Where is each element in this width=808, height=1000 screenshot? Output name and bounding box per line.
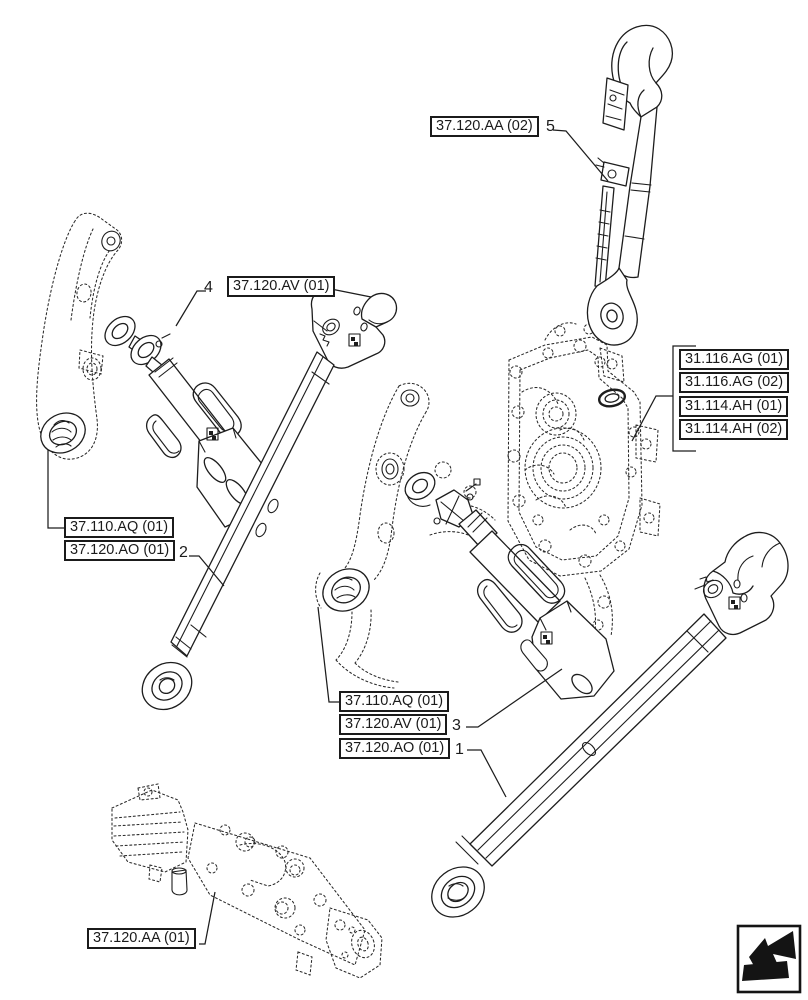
callout-num-2: 2: [179, 544, 188, 561]
lower-link-part2: [133, 289, 396, 719]
lift-arm-mid-phantom: [315, 383, 429, 688]
ref-box-mid-2[interactable]: 37.120.AV (01): [339, 714, 447, 735]
ref-box-housing-1[interactable]: 31.116.AG (01): [679, 349, 789, 370]
callout-num-4: 4: [204, 279, 213, 296]
callout-num-5: 5: [546, 118, 555, 135]
callout-num-1: 1: [455, 741, 464, 758]
callout-num-3: 3: [452, 717, 461, 734]
ref-box-top-link[interactable]: 37.120.AA (02): [430, 116, 539, 137]
ref-box-bracket[interactable]: 37.120.AA (01): [87, 928, 196, 949]
ref-box-mid-3[interactable]: 37.120.AO (01): [339, 738, 450, 759]
ref-box-housing-4[interactable]: 31.114.AH (02): [679, 419, 788, 440]
ref-box-housing-3[interactable]: 31.114.AH (01): [679, 396, 788, 417]
top-link-part5: [587, 25, 672, 345]
ref-box-mid-1[interactable]: 37.110.AQ (01): [339, 691, 449, 712]
ref-box-left-1[interactable]: 37.110.AQ (01): [64, 517, 174, 538]
stabilizer-part4: [99, 311, 267, 527]
ref-box-left-2[interactable]: 37.120.AO (01): [64, 540, 175, 561]
stabilizer-part3: [400, 467, 614, 699]
page-turn-arrow-icon[interactable]: [738, 926, 800, 992]
ref-box-stabilizer-upper[interactable]: 37.120.AV (01): [227, 276, 335, 297]
lower-link-part1: [422, 532, 788, 927]
ref-box-housing-2[interactable]: 31.116.AG (02): [679, 372, 789, 393]
